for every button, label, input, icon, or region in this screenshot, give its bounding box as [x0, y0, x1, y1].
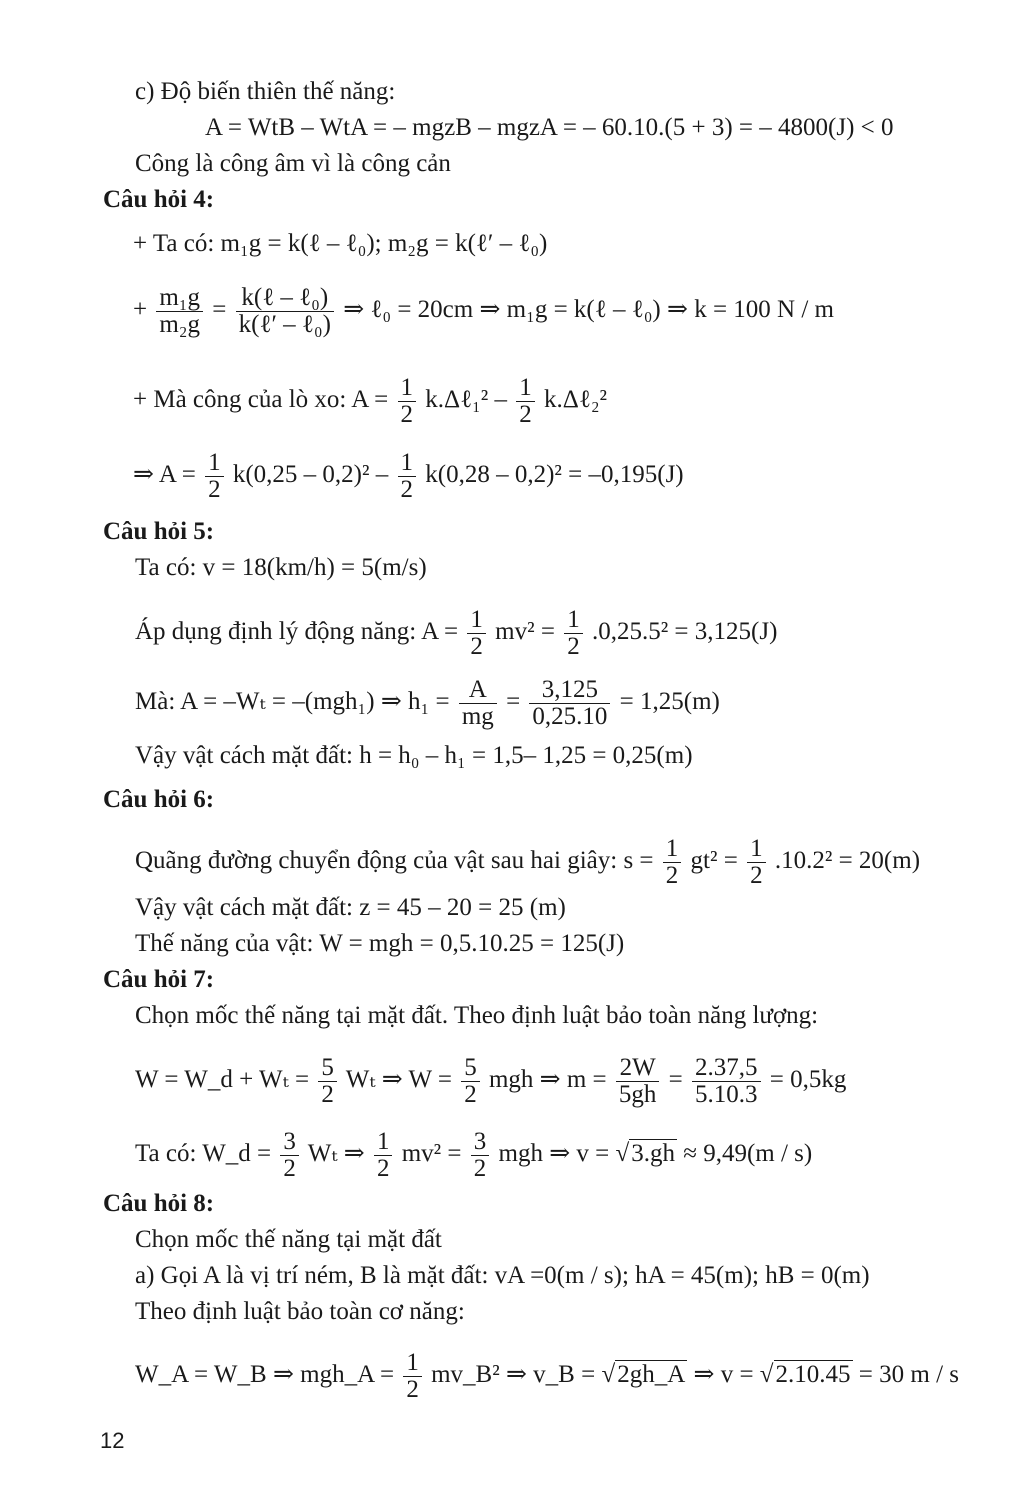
radicand: 2.10.45	[775, 1361, 851, 1389]
text-line: Vậy vật cách mặt đất: h = h₀ – h₁ = 1,5– 1,25 = 0,25(m)	[135, 742, 693, 769]
equation-text: ⇒ v =	[693, 1361, 754, 1389]
equation-text: = 0,5kg	[769, 1066, 847, 1094]
fraction	[398, 375, 417, 428]
numerator: 1	[205, 450, 224, 477]
text-line: Chọn mốc thế năng tại mặt đất	[135, 1226, 442, 1253]
numerator: 2W	[616, 1055, 660, 1082]
equation-text: ⇒ A =	[133, 461, 196, 489]
text-line: c) Độ biến thiên thế năng:	[135, 78, 396, 105]
fraction	[564, 607, 583, 660]
denominator: 2	[464, 1081, 477, 1108]
equation-line	[135, 1055, 846, 1108]
plus-sign: +	[133, 296, 148, 324]
sqrt-sign: √	[759, 1361, 774, 1389]
equation-text: Ta có: W_d =	[135, 1140, 272, 1168]
denominator: 2	[208, 476, 221, 503]
equals-sign: =	[668, 1066, 683, 1094]
numerator: 1	[564, 607, 583, 634]
equation-text: Áp dụng định lý động năng: A =	[135, 618, 459, 646]
equation-line	[135, 836, 920, 889]
radicand: 2gh_A	[617, 1361, 686, 1389]
equation-line	[135, 677, 720, 730]
numerator: 1	[374, 1129, 393, 1156]
denominator: 2	[376, 1155, 390, 1182]
equation-text: k.Δℓ₂²	[544, 386, 608, 414]
equation-text: W = W_d + Wₜ =	[135, 1066, 310, 1094]
equation-text: mv² =	[401, 1140, 462, 1168]
denominator: 2	[470, 633, 483, 660]
denominator: 2	[473, 1155, 487, 1182]
equation-text: = 30 m / s	[858, 1361, 960, 1389]
equation-text: mv² =	[495, 618, 555, 646]
question-heading: Câu hỏi 5:	[103, 518, 215, 545]
equation-text: W_A = W_B ⇒ mgh_A =	[135, 1361, 395, 1389]
equation-line	[133, 450, 684, 503]
fraction	[471, 1129, 490, 1182]
equation-rest: ⇒ ℓ₀ = 20cm ⇒ m₁g = k(ℓ – ℓ₀) ⇒ k = 100 N / m	[343, 296, 834, 324]
numerator: m₁g	[156, 285, 203, 312]
equals-sign: =	[212, 296, 227, 324]
equation-line: A = WtB – WtA = – mgzB – mgzA = – 60.10.(5 + 3) = – 4800(J) < 0	[205, 114, 894, 141]
numerator: 1	[467, 607, 486, 634]
equation-line	[133, 285, 834, 338]
equation-text: ≈ 9,49(m / s)	[683, 1140, 813, 1168]
question-heading: Câu hỏi 4:	[103, 186, 215, 213]
equation-text: mgh ⇒ m =	[488, 1066, 607, 1094]
fraction	[236, 285, 334, 338]
numerator: 5	[461, 1055, 480, 1082]
fraction	[747, 836, 766, 889]
equation-text: Quãng đường chuyển động của vật sau hai giây: s =	[135, 847, 654, 875]
fraction	[459, 677, 497, 730]
equation-text: = 1,25(m)	[619, 688, 720, 716]
equation-line	[135, 1129, 812, 1182]
text-line: Theo định luật bảo toàn cơ năng:	[135, 1298, 465, 1325]
denominator: 2	[406, 1376, 419, 1403]
denominator: 5gh	[618, 1081, 657, 1108]
numerator: 5	[318, 1055, 337, 1082]
equation-text: gt² =	[690, 847, 738, 875]
fraction	[280, 1129, 299, 1182]
equation-text: Wₜ ⇒ W =	[345, 1066, 452, 1094]
numerator: 3	[280, 1129, 299, 1156]
fraction	[616, 1055, 660, 1108]
equation-text: mv_B² ⇒ v_B =	[431, 1361, 596, 1389]
fraction	[398, 450, 417, 503]
equation-line	[135, 1350, 959, 1403]
fraction	[461, 1055, 480, 1108]
equation-text: k(0,28 – 0,2)² = –0,195(J)	[425, 461, 684, 489]
denominator: 2	[665, 862, 679, 889]
equation-text: Wₜ ⇒	[307, 1140, 365, 1168]
radicand: 3.gh	[631, 1140, 675, 1168]
denominator: 2	[400, 401, 413, 428]
text-line: Vậy vật cách mặt đất: z = 45 – 20 = 25 (m)	[135, 894, 566, 921]
denominator: 2	[321, 1081, 334, 1108]
question-heading: Câu hỏi 7:	[103, 966, 215, 993]
denominator: 2	[567, 633, 580, 660]
denominator: mg	[461, 703, 494, 730]
numerator: k(ℓ – ℓ₀)	[236, 285, 334, 312]
fraction	[516, 375, 535, 428]
fraction	[205, 450, 224, 503]
question-heading: Câu hỏi 8:	[103, 1190, 215, 1217]
numerator: 1	[403, 1350, 422, 1377]
equation-line	[133, 375, 607, 428]
equation-text: + Mà công của lò xo: A =	[133, 386, 389, 414]
denominator: 5.10.3	[695, 1081, 758, 1108]
equation-text: .10.2² = 20(m)	[774, 847, 921, 875]
equation-line	[135, 607, 777, 660]
numerator: 1	[398, 375, 417, 402]
equation-text: Mà: A = –Wₜ = –(mgh₁) ⇒ h₁ =	[135, 688, 450, 716]
fraction	[692, 1055, 761, 1108]
fraction	[403, 1350, 422, 1403]
numerator: 3	[471, 1129, 490, 1156]
fraction	[156, 285, 203, 338]
text-line: Công là công âm vì là công cản	[135, 150, 451, 177]
numerator: 1	[398, 450, 417, 477]
denominator: k(ℓ′ – ℓ₀)	[238, 311, 331, 338]
text-line: a) Gọi A là vị trí ném, B là mặt đất: vA =0(m / s); hA = 45(m); hB = 0(m)	[135, 1262, 870, 1289]
text-line: Chọn mốc thế năng tại mặt đất. Theo định luật bảo toàn năng lượng:	[135, 1002, 819, 1029]
fraction	[663, 836, 682, 889]
denominator: 2	[283, 1155, 296, 1182]
sqrt-sign: √	[615, 1140, 630, 1168]
page-number: 12	[100, 1428, 125, 1453]
numerator: 2.37,5	[692, 1055, 761, 1082]
text-line: Ta có: v = 18(km/h) = 5(m/s)	[135, 554, 427, 581]
fraction	[467, 607, 486, 660]
question-heading: Câu hỏi 6:	[103, 786, 215, 813]
equation-text: k.Δℓ₁² –	[425, 386, 508, 414]
numerator: 3,125	[529, 677, 610, 704]
equation-line: + Ta có: m₁g = k(ℓ – ℓ₀); m₂g = k(ℓ′ – ℓ₀)	[133, 230, 548, 257]
text-line: Thế năng của vật: W = mgh = 0,5.10.25 = 125(J)	[135, 930, 625, 957]
denominator: 2	[519, 401, 532, 428]
equation-text: mgh ⇒ v =	[498, 1140, 610, 1168]
equation-text: .0,25.5² = 3,125(J)	[591, 618, 778, 646]
numerator: 1	[663, 836, 682, 863]
numerator: 1	[747, 836, 766, 863]
equals-sign: =	[506, 688, 521, 716]
denominator: m₂g	[159, 311, 201, 338]
fraction	[529, 677, 610, 730]
denominator: 0,25.10	[532, 703, 608, 730]
equation-text: k(0,25 – 0,2)² –	[232, 461, 389, 489]
fraction	[318, 1055, 337, 1108]
numerator: 1	[516, 375, 535, 402]
fraction	[374, 1129, 393, 1182]
denominator: 2	[750, 862, 763, 889]
numerator: A	[459, 677, 497, 704]
denominator: 2	[400, 476, 413, 503]
sqrt-sign: √	[601, 1361, 616, 1389]
